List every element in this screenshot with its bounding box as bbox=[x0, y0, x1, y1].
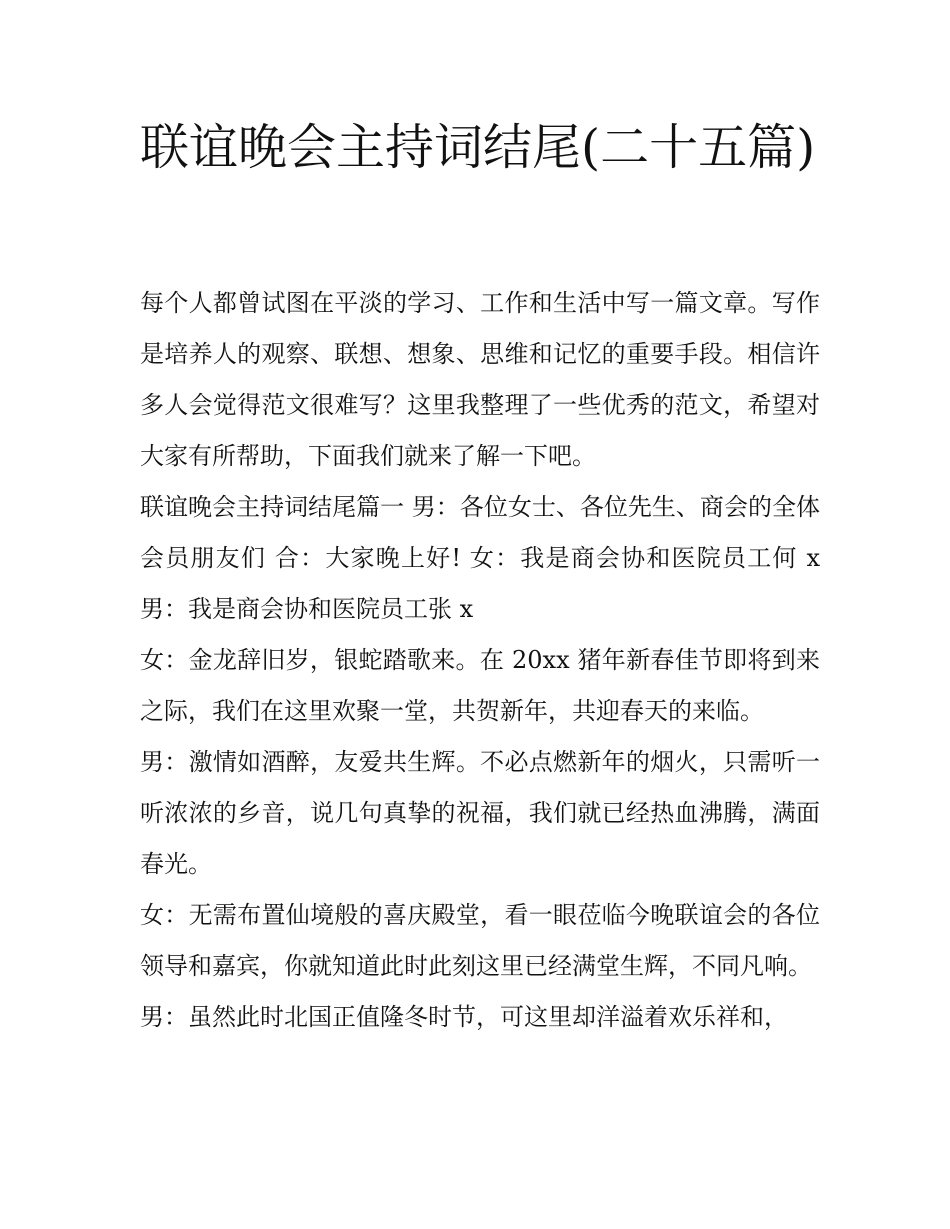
paragraph-female-host-1: 女：金龙辞旧岁，银蛇踏歌来。在 20xx 猪年新春佳节即将到来之际，我们在这里欢聚一堂，共贺新年，共迎春天的来临。 bbox=[140, 646, 820, 725]
paragraph-intro: 每个人都曾试图在平淡的学习、工作和生活中写一篇文章。写作是培养人的观察、联想、想象、思维和记忆的重要手段。相信许多人会觉得范文很难写？这里我整理了一些优秀的范文，希望对大家有所帮助，下面我们就来了解一下吧。 bbox=[140, 289, 820, 470]
document-title: 联谊晚会主持词结尾(二十五篇) bbox=[140, 119, 816, 176]
paragraph-male-host-1: 男：激情如酒醉，友爱共生辉。不必点燃新年的烟火，只需听一听浓浓的乡音，说几句真挚的祝福，我们就已经热血沸腾，满面春光。 bbox=[140, 748, 820, 878]
paragraph-female-host-2: 女：无需布置仙境般的喜庆殿堂，看一眼莅临今晚联谊会的各位领导和嘉宾，你就知道此时此刻这里已经满堂生辉，不同凡响。 bbox=[140, 901, 820, 980]
paragraph-opening-dialogue: 联谊晚会主持词结尾篇一 男：各位女士、各位先生、商会的全体会员朋友们 合：大家晚上好! 女：我是商会协和医院员工何 x 男：我是商会协和医院员工张 x bbox=[140, 493, 820, 623]
paragraph-male-host-2: 男：虽然此时北国正值隆冬时节，可这里却洋溢着欢乐祥和， bbox=[140, 1003, 788, 1031]
document-body bbox=[140, 278, 820, 1043]
